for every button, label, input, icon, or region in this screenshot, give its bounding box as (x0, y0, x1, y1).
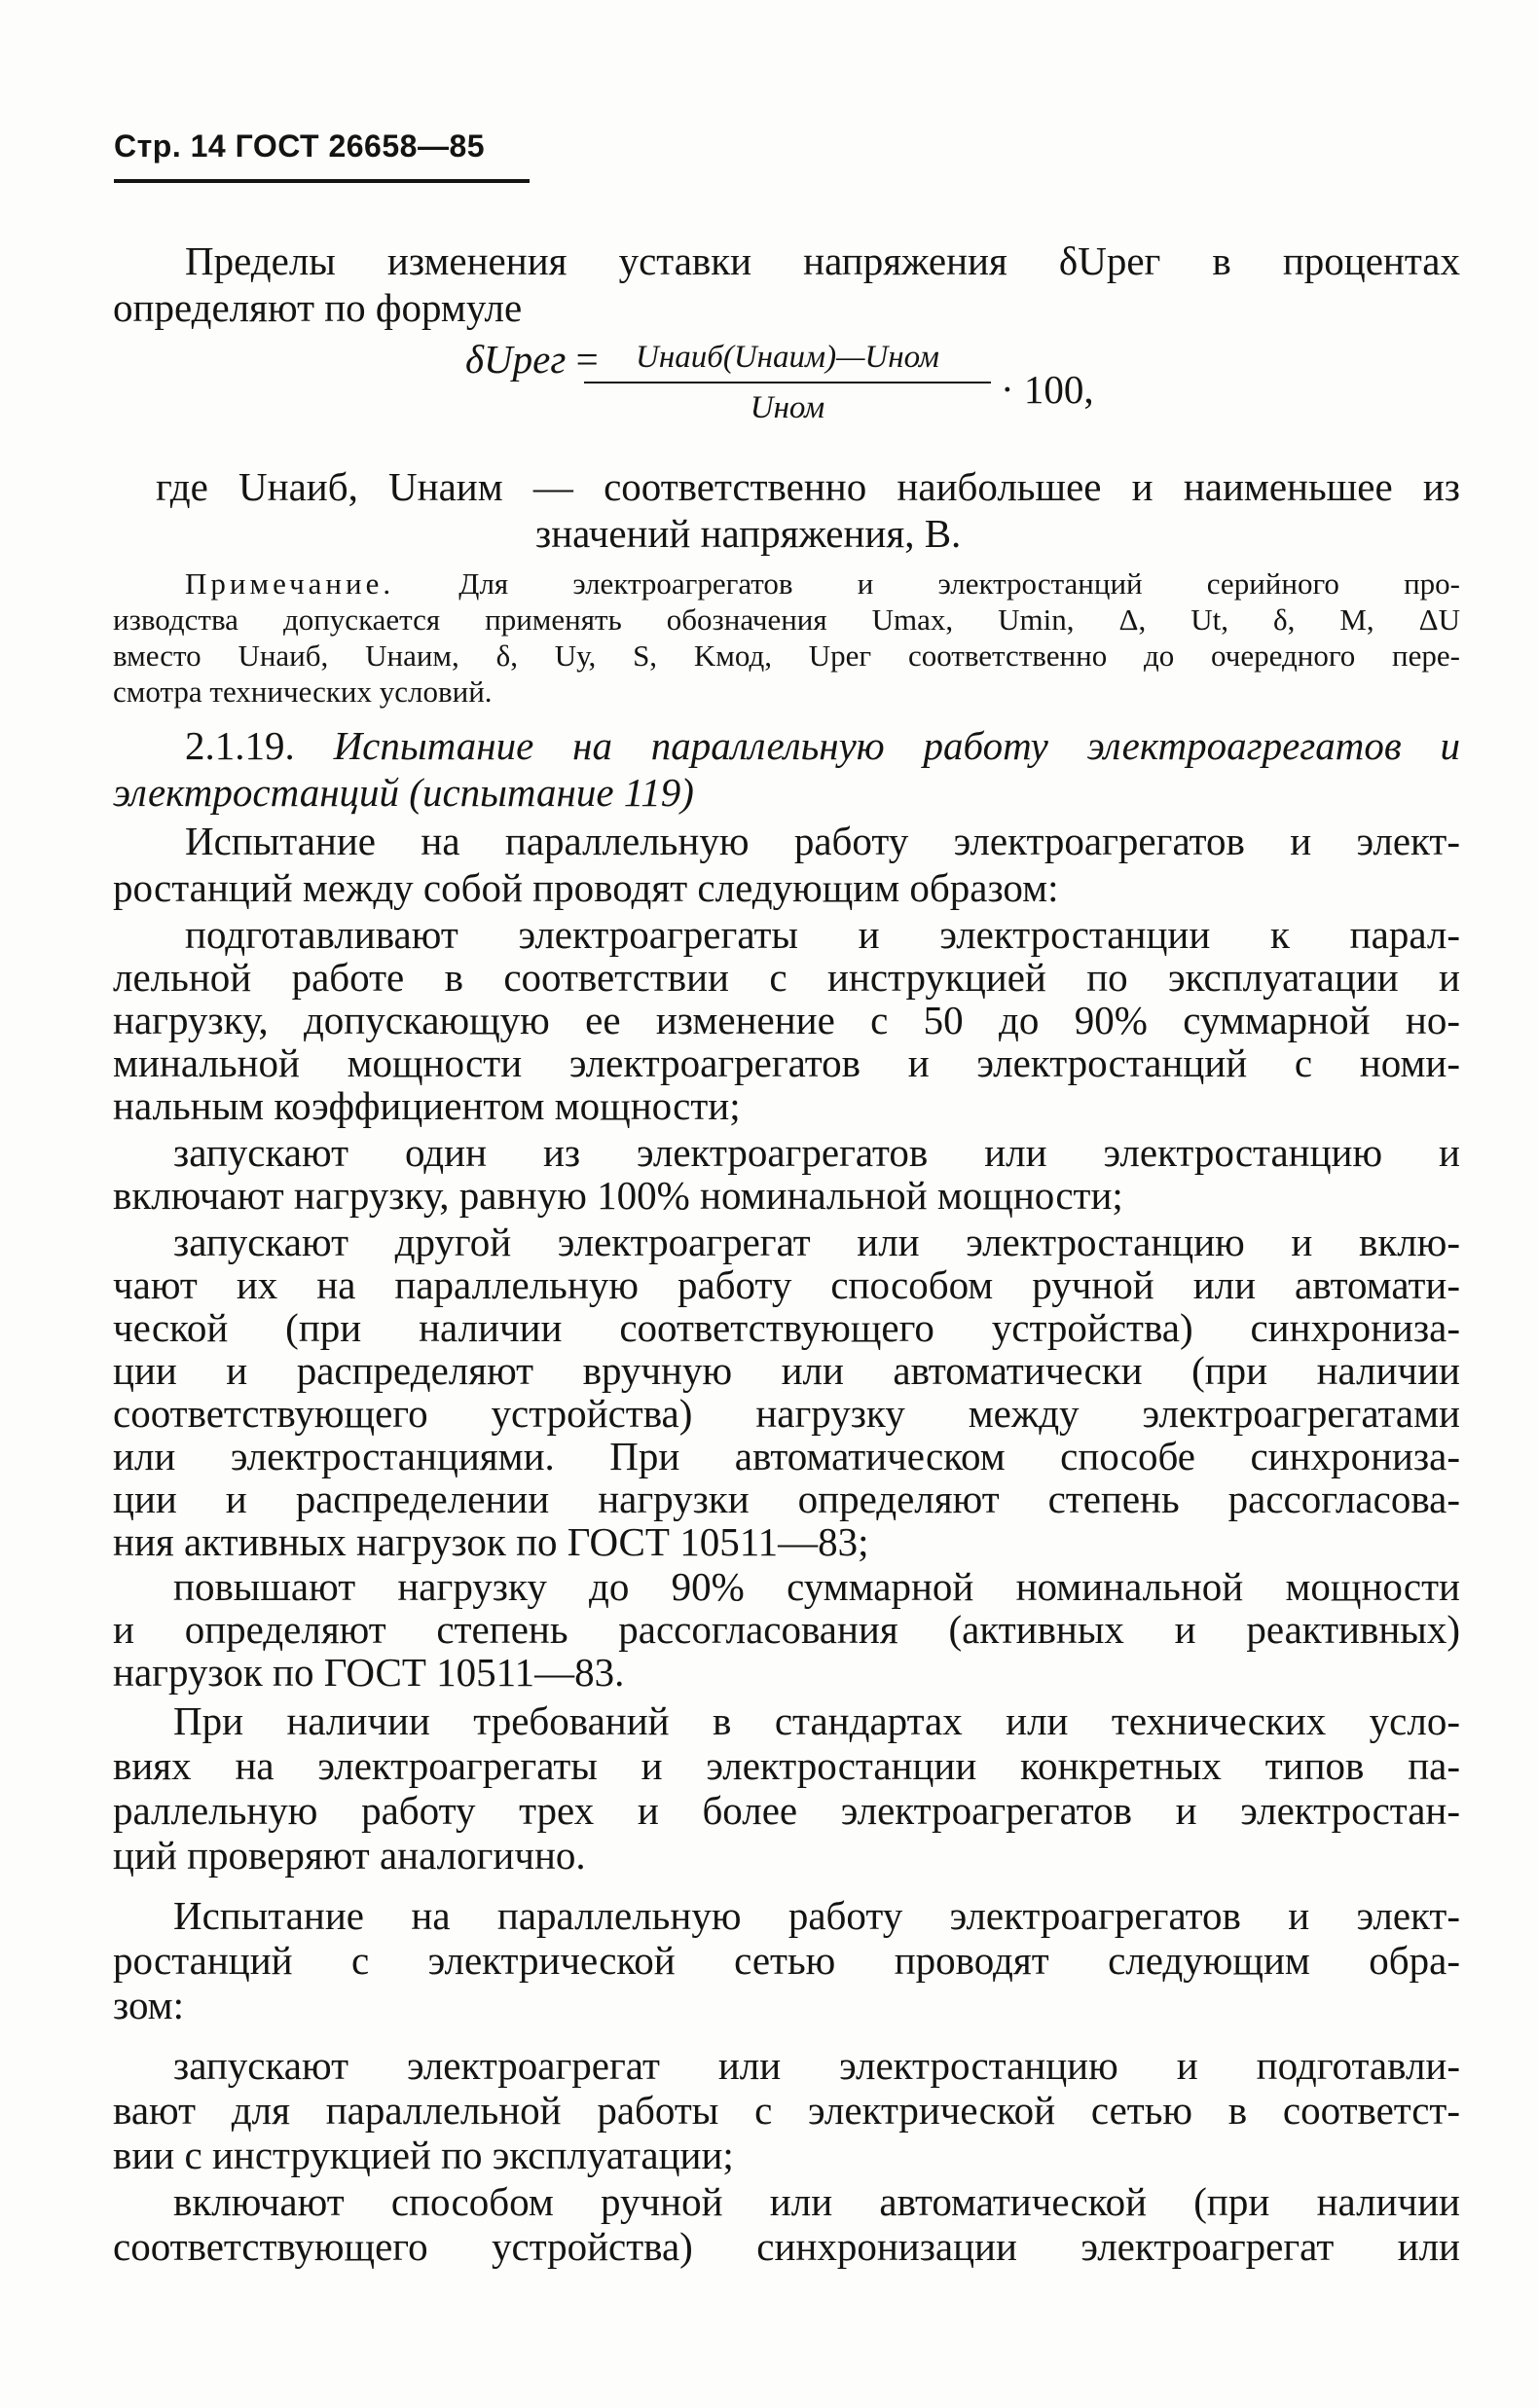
body-line: ции и распределяют вручную или автоматически (при наличии (113, 1348, 1460, 1393)
body-line: ростанций между собой проводят следующим образом: (113, 865, 1059, 910)
body-line: ростанций с электрической сетью проводят следующим обра- (113, 1938, 1460, 1983)
section-heading-line-1 (185, 722, 1460, 769)
intro-line-2: определяют по формуле (113, 285, 523, 330)
body-line: минальной мощности электроагрегатов и электростанций с номи- (113, 1040, 1460, 1085)
body-line: ческой (при наличии соответствующего устройства) синхрониза- (113, 1305, 1460, 1350)
body-line: нагрузку, допускающую ее изменение с 50 до 90% суммарной но- (113, 998, 1460, 1042)
note-line-3: вместо Uнаиб, Uнаим, δ, Uу, S, Kмод, Uрег соответственно до очередного пере- (113, 638, 1460, 673)
body-line: Испытание на параллельную работу электроагрегатов и элект- (185, 819, 1460, 863)
body-line: нальным коэффициентом мощности; (113, 1083, 741, 1128)
body-line: ций проверяют аналогично. (113, 1833, 586, 1878)
body-line: зом: (113, 1983, 185, 2027)
where-line-1: где Uнаиб, Uнаим — соответственно наибольшее и наименьшее из (156, 464, 1460, 509)
section-title-1: Испытание на параллельную работу электроагрегатов и (333, 723, 1461, 768)
body-line: соответствующего устройства) нагрузку между электроагрегатами (113, 1391, 1460, 1436)
formula-lhs: δUрег = (465, 337, 599, 382)
body-line: запускают электроагрегат или электростанцию и подготавли- (173, 2043, 1460, 2088)
formula-denominator: Uном (750, 390, 825, 425)
body-line: раллельную работу трех и более электроагрегатов и электростан- (113, 1788, 1460, 1833)
note-label: Примечание. (185, 566, 395, 601)
formula-lhs-text: δUрег (465, 337, 567, 382)
body-line: подготавливают электроагрегаты и электростанции к парал- (185, 912, 1460, 957)
note-line-1 (185, 566, 1460, 602)
where-line-2: значений напряжения, В. (535, 511, 962, 556)
body-line: виях на электроагрегаты и электростанции конкретных типов па- (113, 1743, 1460, 1788)
body-line: ции и распределении нагрузки определяют степень рассогласова- (113, 1477, 1460, 1521)
body-line: Испытание на параллельную работу электроагрегатов и элект- (173, 1893, 1460, 1938)
fraction-bar (584, 382, 991, 383)
note-line-2: изводства допускается применять обозначения Umax, Umin, Δ, Ut, δ, M, ΔU (113, 602, 1460, 637)
formula-numerator: Uнаиб(Uнаим)—Uном (636, 340, 939, 375)
formula-multiplier: · 100, (1001, 367, 1094, 412)
section-title-2: электростанций (испытание 119) (113, 770, 694, 815)
body-line: При наличии требований в стандартах или технических усло- (173, 1698, 1460, 1743)
body-line: лельной работе в соответствии с инструкцией по эксплуатации и (113, 955, 1460, 1000)
formula-fraction (584, 337, 991, 426)
body-line: включают способом ручной или автоматической (при наличии (173, 2179, 1460, 2224)
formula-multiplier-value: 100 (1023, 367, 1084, 412)
note-line-1-text: Для электроагрегатов и электростанций серийного про- (458, 566, 1460, 601)
body-line: или электростанциями. При автоматическом способе синхрониза- (113, 1434, 1460, 1478)
body-line: включают нагрузку, равную 100% номинальной мощности; (113, 1173, 1123, 1218)
body-line: вии с инструкцией по эксплуатации; (113, 2133, 734, 2177)
standard-code: ГОСТ 26658—85 (235, 128, 486, 164)
intro-line-1: Пределы изменения уставки напряжения δUрег в процентах (185, 238, 1460, 283)
body-line: соответствующего устройства) синхронизации электроагрегат или (113, 2224, 1460, 2269)
body-line: вают для параллельной работы с электрической сетью в соответст- (113, 2088, 1460, 2133)
body-line: запускают один из электроагрегатов или электростанцию и (173, 1130, 1460, 1175)
body-line: нагрузок по ГОСТ 10511—83. (113, 1650, 625, 1695)
body-line: ния активных нагрузок по ГОСТ 10511—83; (113, 1519, 869, 1564)
note-line-4: смотра технических условий. (113, 675, 493, 709)
body-line: чают их на параллельную работу способом ручной или автомати- (113, 1262, 1460, 1307)
header-rule (114, 179, 530, 183)
page-header (114, 128, 485, 164)
body-line: запускают другой электроагрегат или электростанцию и вклю- (173, 1220, 1460, 1264)
body-line: повышают нагрузку до 90% суммарной номинальной мощности (173, 1564, 1460, 1609)
section-heading-line-2 (113, 769, 694, 816)
section-number: 2.1.19. (185, 723, 295, 768)
body-line: и определяют степень рассогласования (активных и реактивных) (113, 1607, 1460, 1652)
page-number: Стр. 14 (114, 128, 227, 164)
